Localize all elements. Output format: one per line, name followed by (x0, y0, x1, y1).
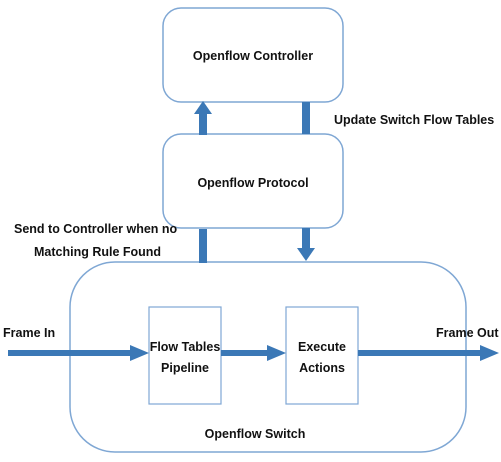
actions-label-line2: Actions (299, 361, 345, 375)
controller-label: Openflow Controller (192, 49, 314, 63)
arrow-shaft (302, 102, 310, 134)
arrow-switch-to-protocol (199, 229, 207, 263)
pipeline-label-line2: Pipeline (161, 361, 209, 375)
arrow-shaft (199, 229, 207, 263)
pipeline-box (149, 307, 221, 404)
actions-node (286, 307, 358, 404)
pipeline-node (149, 307, 221, 404)
controller-node (163, 8, 343, 102)
arrow-head-down (297, 248, 315, 261)
protocol-node (163, 134, 343, 228)
send-to-controller-label-line1: Send to Controller when no (14, 222, 178, 236)
send-to-controller-label-line2: Matching Rule Found (34, 245, 162, 259)
update-tables-label: Update Switch Flow Tables (334, 113, 495, 127)
arrow-protocol-to-controller (194, 101, 212, 135)
protocol-label: Openflow Protocol (197, 176, 309, 190)
arrow-shaft (358, 350, 482, 356)
arrow-head-right (480, 345, 499, 361)
arrow-shaft (302, 228, 310, 250)
actions-box (286, 307, 358, 404)
arrow-shaft (8, 350, 132, 356)
actions-label-line1: Execute (298, 340, 346, 354)
frame-out-label: Frame Out (436, 326, 499, 340)
frame-in-label: Frame In (3, 326, 56, 340)
arrow-shaft (199, 113, 207, 135)
arrow-shaft (221, 350, 269, 356)
switch-label: Openflow Switch (204, 427, 306, 441)
arrow-protocol-to-switch (297, 228, 315, 261)
arrow-controller-to-protocol (302, 102, 310, 134)
pipeline-label-line1: Flow Tables (149, 340, 221, 354)
arrow-head-up (194, 101, 212, 114)
